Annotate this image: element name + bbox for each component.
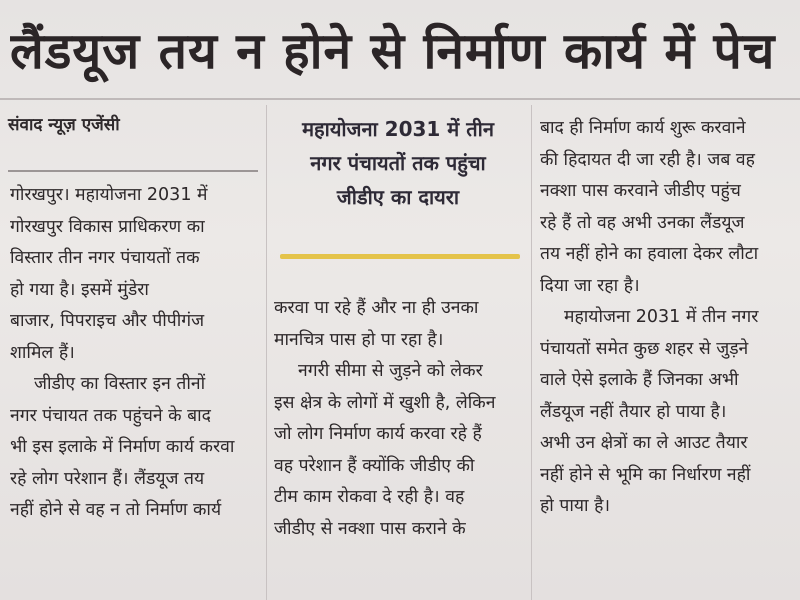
subheadline-line: महायोजना 2031 में तीन — [302, 117, 494, 141]
text-line: इस क्षेत्र के लोगों में खुशी है, लेकिन — [274, 392, 496, 413]
text-line: जीडीए से नक्शा पास कराने के — [274, 518, 466, 539]
text-line: बाद ही निर्माण कार्य शुरू करवाने — [540, 118, 746, 138]
text-line: शामिल हैं। — [10, 342, 75, 363]
text-line: करवा पा रहे हैं और ना ही उनका — [274, 298, 479, 318]
byline-divider — [8, 170, 258, 172]
article-column-3 — [540, 113, 795, 523]
text-line: बाजार, पिपराइच और पीपीगंज — [10, 311, 205, 331]
text-line: भी इस इलाके में निर्माण कार्य करवा — [10, 437, 235, 457]
text-line: नगर पंचायत तक पहुंचने के बाद — [10, 405, 211, 426]
text-line: तय नहीं होने का हवाला देकर लौटा — [540, 244, 759, 264]
column-divider — [531, 105, 532, 600]
text-line: पंचायतों समेत कुछ शहर से जुड़ने — [540, 338, 749, 359]
text-line: जो लोग निर्माण कार्य करवा रहे हैं — [274, 424, 482, 444]
subheadline-line: नगर पंचायतों तक पहुंचा — [310, 151, 486, 175]
text-line: महायोजना 2031 में तीन नगर — [564, 307, 759, 327]
text-line: नहीं होने से वह न तो निर्माण कार्य — [10, 500, 222, 520]
text-line: दिया जा रहा है। — [540, 275, 640, 296]
subheadline-underline — [280, 254, 520, 259]
text-line: हो पाया है। — [540, 496, 611, 516]
text-line: लैंडयूज नहीं तैयार हो पाया है। — [540, 401, 727, 422]
text-line: हो गया है। इसमें मुंडेरा — [10, 279, 149, 300]
text-line: वह परेशान हैं क्योंकि जीडीए की — [274, 455, 475, 476]
text-line: की हिदायत दी जा रही है। जब वह — [540, 149, 755, 170]
text-line: नक्शा पास करवाने जीडीए पहुंच — [540, 181, 741, 201]
text-line: जीडीए का विस्तार इन तीनों — [34, 374, 206, 394]
column-divider — [266, 105, 267, 600]
text-line: विस्तार तीन नगर पंचायतों तक — [10, 248, 200, 268]
text-line: गोरखपुर विकास प्राधिकरण का — [10, 216, 205, 237]
subheadline-line: जीडीए का दायरा — [336, 185, 460, 209]
headline: लैंडयूज तय न होने से निर्माण कार्य में पेच — [10, 22, 776, 80]
headline-divider — [0, 98, 800, 100]
text-line: मानचित्र पास हो पा रहा है। — [274, 329, 444, 350]
text-line: टीम काम रोकवा दे रही है। वह — [274, 487, 465, 507]
text-line: वाले ऐसे इलाके हैं जिनका अभी — [540, 370, 739, 390]
text-line: नगरी सीमा से जुड़ने को लेकर — [298, 361, 483, 381]
article-column-1 — [10, 180, 260, 527]
byline: संवाद न्यूज़ एजेंसी — [8, 115, 120, 135]
article-column-2 — [274, 293, 522, 545]
text-line: गोरखपुर। महायोजना 2031 में — [10, 185, 208, 205]
text-line: रहे हैं तो वह अभी उनका लैंडयूज — [540, 212, 745, 233]
text-line: अभी उन क्षेत्रों का ले आउट तैयार — [540, 433, 748, 453]
text-line: नहीं होने से भूमि का निर्धारण नहीं — [540, 464, 751, 485]
text-line: रहे लोग परेशान हैं। लैंडयूज तय — [10, 468, 205, 489]
subheadline — [274, 112, 522, 214]
